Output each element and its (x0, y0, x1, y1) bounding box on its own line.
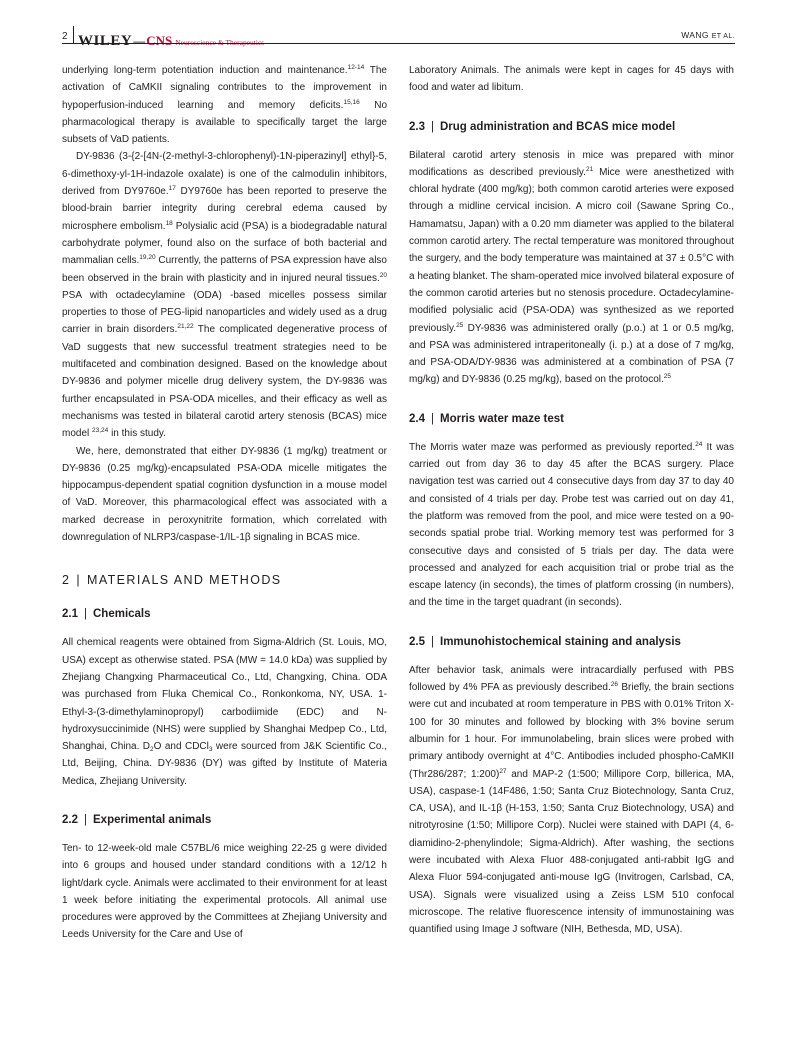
journal-name: Neuroscience & Therapeutics (175, 38, 265, 47)
running-head (681, 30, 735, 40)
running-head-etal: ET AL. (711, 33, 735, 40)
left-column (62, 62, 387, 944)
subsection-heading: 2.1 | Chemicals (62, 608, 151, 621)
running-head-author: WANG (681, 30, 709, 40)
subsection-heading: 2.2 | Experimental animals (62, 813, 212, 826)
header-divider (73, 26, 74, 43)
subsection-heading: 2.4 | Morris water maze test (409, 412, 564, 425)
citation: 23,24 (92, 427, 109, 435)
citation: 17 (168, 185, 176, 193)
paragraph: Bilateral carotid artery stenosis in mice was prepared with minor modifications as described previously.$^{21}$ Mice were anesthetized with chloral hydrate (400 mg/kg); both common carotid arteries were exposed through a midline cervical incision. A micro coil (Sawane Spring Co., Hamamatsu, Japan) with a 0.20 mm diameter was applied to the bilateral common carotid artery. The rectal temperature was monitored throughout the surgery, and the body temperature was maintained at 37 ± 0.5°C with a heating blanket. The sham-operated mice involved bilateral exposure of the common carotid arteries but no stenosis procedure. Octadecylamine-modified polysialic acid (PSA-ODA) was synthesized as we reported previously.$^{25}$ DY-9836 was administered orally (p.o.) at 1 or 0.5 mg/kg, and PSA was administered intraperitoneally (i. p.) at a dose of 7 mg/kg, and PSA-ODA/DY-9836 was administered at a combination of PSA (7 mg/kg) and DY-9836 (0.25 mg/kg), based on the protocol.$^{25}$ (409, 149, 735, 386)
publisher-logo-text: WILEY (78, 33, 133, 49)
journal-logo (78, 33, 268, 47)
citation: 15,16 (343, 98, 360, 106)
citation: 19,20 (139, 254, 156, 262)
citation: 20 (379, 271, 387, 279)
citation: 24 (695, 440, 703, 448)
paragraph: The Morris water maze was performed as previously reported.$^{24}$ It was carried out from day 36 to day 45 after the BCAS surgery. Place navigation test was carried out 4 consecutive days from day 37 to day 40 and consisted of 4 trials per day. Probe test was carried out on day 41, the platform was removed from the pool, and mice were tested on a 90-seconds spatial probe trial. Working memory test was performed for 3 consecutive days and consisted of 5 trials per day. The data were processed and analyzed for each acquisition trial or probe trial as the escape latency (in seconds), the times of platform crossing (in numbers), and the time in the target quadrant (in seconds). (409, 440, 734, 609)
citation: 12-14 (347, 64, 365, 71)
paragraph: We, here, demonstrated that either DY-9836 (1 mg/kg) treatment or DY-9836 (0.25 mg/kg)-encapsulated PSA-ODA micelle mitigates the hippocampus-dependent spatial cognition dysfunction in a mouse model of VaD. Moreover, this pharmacological effect was associated with a marked decrease in peroxynitrite formation, which correlated with downregulation of NLRP3/caspase-1/IL-1β signaling in BCAS mice. (62, 445, 387, 544)
page-number: 2 (62, 31, 68, 42)
paragraph: All chemical reagents were obtained from Sigma-Aldrich (St. Louis, MO, USA) except as otherwise stated. PSA (MW = 14.0 kDa) was supplied by Zhejiang Changxing Pharmaceutical Co., Ltd, Changxing, China. ODA was purchased from Fluka Chemical Co., Ronkonkoma, NY, USA. 1-Ethyl-3-(3-dimethylaminopropyl) carbodiimide (EDC) and N-hydroxysuccinimide (NHS) were supplied by Shanghai Medpep Co., Ltd, Shanghai, China. $D_2O$ and CDCl$_3$ were sourced from J&K Scientific Co., Ltd, Beijing, China. DY-9836 (DY) was gifted by Institute of Materia Medica, Zhejiang University. (62, 637, 387, 787)
section-heading: 2 | MATERIALS AND METHODS (62, 573, 282, 588)
citation: 25 (456, 321, 464, 329)
paragraph: Laboratory Animals. The animals were kept in cages for 45 days with food and water ad libitum. (409, 65, 734, 94)
citation: 21 (585, 165, 594, 173)
citation: 27 (499, 767, 507, 775)
page-header (62, 26, 735, 48)
journal-abbr: CNS (146, 33, 173, 48)
citation: 26 (610, 681, 619, 689)
right-column (409, 62, 734, 938)
citation: 25 (663, 373, 672, 381)
subsection-heading: 2.3 | Drug administration and BCAS mice model (409, 120, 676, 133)
logo-dash: — (133, 34, 146, 48)
paragraph: underlying long-term potentiation induction and maintenance.$^{12-14}$ The activation of CaMKII signaling contributes to the improvement in hypoperfusion-induced learning and memory deficits.$^{15,16}$ No pharmacological therapy is available to specifically target the large subsets of VaD patients. (62, 64, 388, 146)
paragraph: Ten- to 12-week-old male C57BL/6 mice weighing 22-25 g were divided into 6 groups and housed under standard conditions with a 12/12 h light/dark cycle. Animals were acclimated to their environment for at least 1 week before initiating the experimental protocols. All animal use procedures were approved by the Committees at Zhejiang University and Leeds University for the Care and Use of (62, 842, 387, 941)
citation: 21,22 (177, 323, 194, 331)
citation: 18 (165, 219, 173, 227)
paragraph: DY-9836 (3-{2-[4N-(2-methyl-3-chlorophenyl)-1N-piperazinyl] ethyl}-5, 6-dimethoxy-yl-1H-indazole oxalate) is one of the calmodulin inhibitors, derived from DY9760e.$^{17}$ DY9760e has been reported to preserve the blood-brain barrier integrity during cerebral edema caused by microsphere embolism.$^{18}$ Polysialic acid (PSA) is a biodegradable natural carbohydrate polymer, found also on the surface of both bacterial and mammalian cells.$^{19,20}$ Currently, the patterns of PSA expression have also been observed in the brain with plasticity and in injured neural tissues.$^{20}$ PSA with octadecylamine (ODA) -based micelles possess similar properties to those of PEG-lipid nanoparticles and widely used as a drug carrier in brain disorders.$^{21,22}$ The complicated degenerative process of VaD suggests that new successful treatment strategies need to be multifaceted and combination designed. Based on the knowledge about DY-9836 and polymer micelle drug delivery system, the DY-9836 was further encapsulated in PSA-ODA micelles, and their efficacy as well as mechanisms was tested in bilateral carotid artery stenosis (BCAS) mice model $^{23,24}$ in this study. (62, 151, 387, 440)
subsection-heading: 2.5 | Immunohistochemical staining and analysis (409, 635, 681, 648)
paragraph: After behavior task, animals were intracardially perfused with PBS followed by 4% PFA as previously described.$^{26}$ Briefly, the brain sections were cut and incubated at room temperature in PBS with 0.01% Triton X-100 for 30 minutes and followed by blocking with 3% bovine serum albumin for 1 hour. For immunolabeling, brain slices were probed with primary antibody overnight at 4°C. Antibodies included phospho-CaMKII (Thr286/287; 1:200)$^{27}$ and MAP-2 (1:500; Millipore Corp, billerica, MA, USA), caspase-1 (14F486, 1:50; Santa Cruz Biotechnology, Santa Cruz, CA, USA), and IL-1β (H-153, 1:50; Santa Cruz Biotechnology, USA) and nitrotyrosine (1:50; Millipore Corp). Nuclei were stained with DAPI (4, 6-diamidino-2-phenylindole; Sigma-Aldrich). After washing, the sections were incubated with Alexa Fluor 488-conjugated anti-rabbit IgG and Alexa Fluor 594-conjugated anti-mouse IgG (Invitrogen, Carlsbad, CA, USA). Signals were visualized using a Zeiss LSM 510 confocal microscope. The relative fluorescence intensity of immunostaining was quantified using Image J software (NIH, Bethesda, MD, USA). (409, 664, 734, 936)
header-rule (62, 43, 735, 44)
